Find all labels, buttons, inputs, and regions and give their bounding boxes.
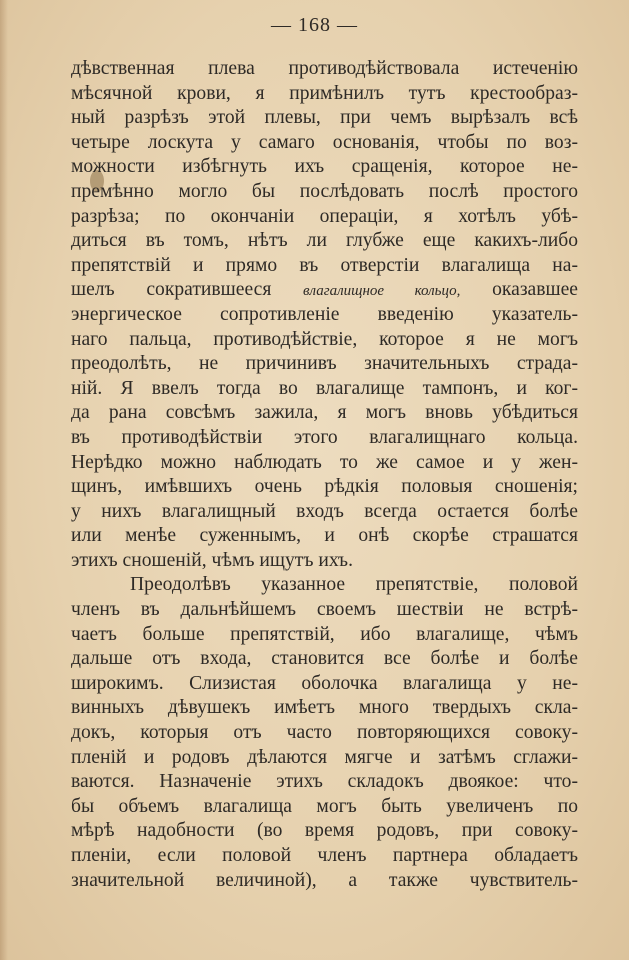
text-line: докъ, которыя отъ часто повторяющихся совоку-: [71, 722, 578, 744]
text-line: у нихъ влагалищный входъ всегда остается болѣе: [71, 500, 578, 522]
text-line: да рана совсѣмъ зажила, я могъ вновь убѣдиться: [71, 402, 578, 424]
text-line: щинъ, имѣвшихъ очень рѣдкія половыя сношенія;: [71, 476, 578, 498]
text-line: пленій и родовъ дѣлаются мягче и затѣмъ сглажи-: [71, 746, 578, 768]
line-text: оказавшее: [460, 279, 578, 301]
text-line: ваются. Назначеніе этихъ складокъ двоякое: что-: [71, 771, 578, 793]
text-line: дальше отъ входа, становится все болѣе и болѣе: [71, 648, 578, 670]
text-line: мѣрѣ надобности (во время родовъ, при совоку-: [71, 820, 578, 842]
text-line: чаетъ больше препятствій, ибо влагалище, чѣмъ: [71, 623, 578, 645]
page-edge-shadow: [0, 0, 8, 960]
text-line: ній. Я ввелъ тогда во влагалище тампонъ, и ког-: [71, 377, 578, 399]
line-text: шелъ сократившееся: [71, 279, 303, 301]
text-line: Нерѣдко можно наблюдать то же самое и у жен-: [71, 451, 578, 473]
text-line: членъ въ дальнѣйшемъ своемъ шествіи не встрѣ-: [71, 599, 578, 621]
text-line: наго пальца, противодѣйствіе, которое я не могъ: [71, 328, 578, 350]
text-line: разрѣза; по окончаніи операціи, я хотѣлъ убѣ-: [71, 205, 578, 227]
text-line: препятствій и прямо въ отверстіи влагалища на-: [71, 254, 578, 276]
text-line: Преодолѣвъ указанное препятствіе, половой: [130, 574, 578, 596]
text-line: винныхъ дѣвушекъ имѣетъ много твердыхъ скла-: [71, 697, 578, 719]
text-line: пленіи, если половой членъ партнера обладаетъ: [71, 845, 578, 866]
italic-term: влагалищное кольцо,: [303, 283, 461, 300]
text-line: или менѣе суженнымъ, и онѣ скорѣе страшатся: [71, 525, 578, 547]
text-line: премѣнно могло бы послѣдовать послѣ простого: [71, 180, 578, 202]
page-number: — 168 —: [271, 14, 358, 36]
text-line: четыре лоскута у самаго основанія, чтобы по воз-: [71, 131, 578, 153]
text-line: диться въ томъ, нѣтъ ли глубже еще какихъ-либо: [71, 230, 578, 252]
text-line: ный разрѣзъ этой плевы, при чемъ вырѣзалъ всѣ: [71, 107, 578, 129]
text-line: значительной величиной), а также чувствитель-: [71, 869, 578, 891]
text-line: дѣвственная плева противодѣйствовала истеченію: [71, 58, 578, 79]
text-line: энергическое сопротивленіе введенію указатель-: [71, 303, 578, 325]
text-line: въ противодѣйствіи этого влагалищнаго кольца.: [71, 426, 578, 448]
text-line: преодолѣть, не причинивъ значительныхъ страда-: [71, 353, 578, 375]
text-line: широкимъ. Слизистая оболочка влагалища у не-: [71, 672, 578, 694]
text-line: [71, 278, 578, 303]
body-text: [71, 57, 578, 893]
text-line: можности избѣгнуть ихъ сращенія, которое не-: [71, 156, 578, 178]
text-line: бы объемъ влагалища могъ быть увеличенъ по: [71, 795, 578, 817]
text-line: мѣсячной крови, я примѣнилъ тутъ крестообраз-: [71, 82, 578, 104]
text-line: этихъ сношеній, чѣмъ ищутъ ихъ.: [71, 549, 353, 571]
